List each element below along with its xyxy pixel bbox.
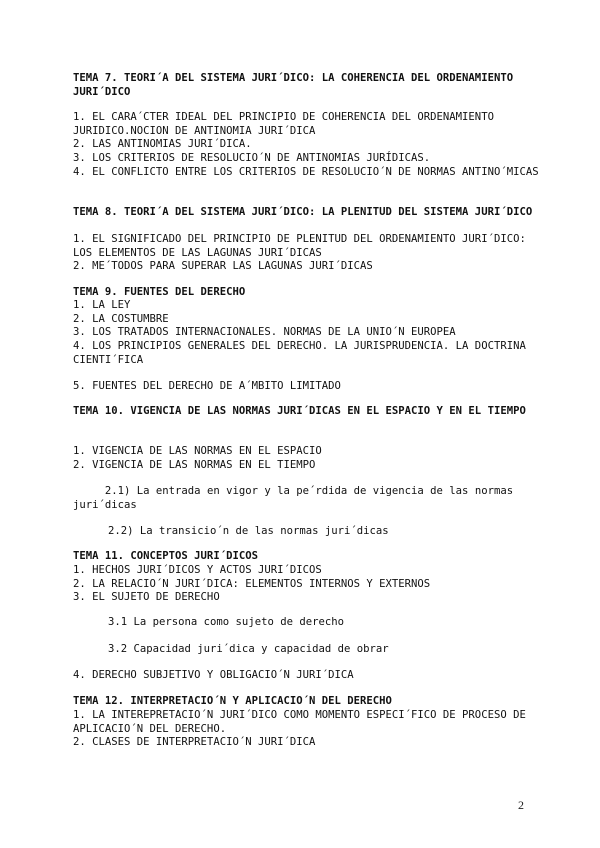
tema-8-heading: TEMA 8. TEORI´A DEL SISTEMA JURI´DICO: LA PLENITUD DEL SISTEMA JURI´DICO (73, 206, 533, 218)
tema-7-item-1: 1. EL CARA´CTER IDEAL DEL PRINCIPIO DE COHERENCIA DEL ORDENAMIENTO JURIDICO.NOCION DE ANTINOMIA JURI´DICA (73, 111, 501, 137)
tema-12-item-1: 1. LA INTEREPRETACIO´N JURI´DICO COMO MOMENTO ESPECI´FICO DE PROCESO DE APLICACIO´N DEL DERECHO. (73, 709, 533, 735)
tema-10-item-2: 2. VIGENCIA DE LAS NORMAS EN EL TIEMPO (73, 459, 316, 471)
tema-10-item-1: 1. VIGENCIA DE LAS NORMAS EN EL ESPACIO (73, 445, 322, 457)
tema-11-sub-3-2: 3.2 Capacidad juri´dica y capacidad de obrar (108, 643, 389, 655)
tema-7-item-2: 2. LAS ANTINOMIAS JURI´DICA. (73, 138, 252, 150)
page-number: 2 (518, 798, 524, 812)
tema-9-item-4: 4. LOS PRINCIPIOS GENERALES DEL DERECHO. LA JURISPRUDENCIA. LA DOCTRINA CIENTI´FICA (73, 340, 533, 366)
tema-9-item-3: 3. LOS TRATADOS INTERNACIONALES. NORMAS DE LA UNIO´N EUROPEA (73, 326, 456, 338)
tema-11-heading: TEMA 11. CONCEPTOS JURI´DICOS (73, 550, 258, 562)
tema-7-item-4: 4. EL CONFLICTO ENTRE LOS CRITERIOS DE RESOLUCIO´N DE NORMAS ANTINO´MICAS (73, 166, 539, 178)
tema-10-sub-2-2: 2.2) La transicio´n de las normas juri´dicas (108, 525, 389, 537)
tema-12-item-2: 2. CLASES DE INTERPRETACIO´N JURI´DICA (73, 736, 316, 748)
tema-9-heading: TEMA 9. FUENTES DEL DERECHO (73, 286, 246, 298)
tema-9-item-1: 1. LA LEY (73, 299, 131, 311)
tema-8-item-2: 2. ME´TODOS PARA SUPERAR LAS LAGUNAS JURI´DICAS (73, 260, 373, 272)
tema-11-sub-3-1: 3.1 La persona como sujeto de derecho (108, 616, 344, 628)
tema-12-heading: TEMA 12. INTERPRETACIO´N Y APLICACIO´N DEL DERECHO (73, 695, 392, 707)
tema-8-item-1: 1. EL SIGNIFICADO DEL PRINCIPIO DE PLENITUD DEL ORDENAMIENTO JURI´DICO: LOS ELEMENTOS DE LAS LAGUNAS JURI´DICAS (73, 233, 533, 259)
tema-11-item-2: 2. LA RELACIO´N JURI´DICA: ELEMENTOS INTERNOS Y EXTERNOS (73, 578, 431, 590)
tema-10-heading: TEMA 10. VIGENCIA DE LAS NORMAS JURI´DICAS EN EL ESPACIO Y EN EL TIEMPO (73, 405, 526, 417)
tema-11-item-3: 3. EL SUJETO DE DERECHO (73, 591, 220, 603)
tema-11-item-1: 1. HECHOS JURI´DICOS Y ACTOS JURI´DICOS (73, 564, 322, 576)
tema-9-item-2: 2. LA COSTUMBRE (73, 313, 169, 325)
tema-7-item-3: 3. LOS CRITERIOS DE RESOLUCIO´N DE ANTINOMIAS JURÍDICAS. (73, 152, 431, 164)
tema-7-heading: TEMA 7. TEORI´A DEL SISTEMA JURI´DICO: LA COHERENCIA DEL ORDENAMIENTO JURI´DICO (73, 72, 520, 98)
tema-9-item-5: 5. FUENTES DEL DERECHO DE A´MBITO LIMITADO (73, 380, 341, 392)
tema-11-item-4: 4. DERECHO SUBJETIVO Y OBLIGACIO´N JURI´DICA (73, 669, 354, 681)
tema-10-sub-2-1: 2.1) La entrada en vigor y la pe´rdida de vigencia de las normas juri´dicas (73, 485, 520, 511)
